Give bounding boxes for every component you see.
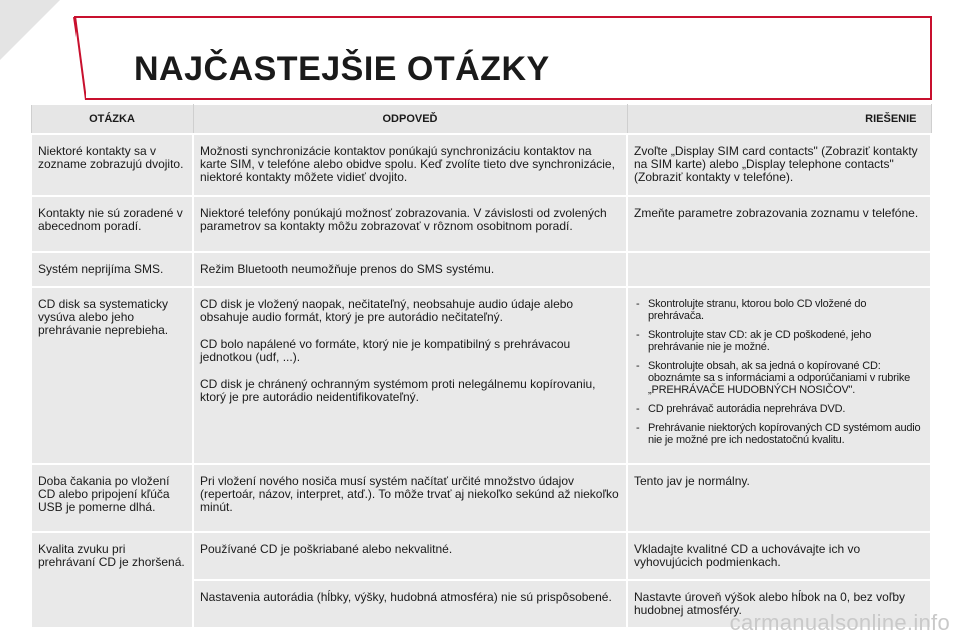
solution-list-item: - Skontrolujte obsah, ak sa jedná o kopírované CD: oboznámte sa s informáciami a odporúčaniami v rubrike „PREHRÁVAČE HUDOBNÝCH NOSIČOV".: [634, 360, 924, 396]
column-header-question: OTÁZKA: [31, 105, 193, 135]
question-cell: Kontakty nie sú zoradené v abecednom poradí.: [31, 196, 193, 252]
answer-paragraph: CD bolo napálené vo formáte, ktorý nie je kompatibilný s prehrávacou jednotkou (udf, ...).: [200, 337, 571, 364]
solution-cell: Zmeňte parametre zobrazovania zoznamu v telefóne.: [627, 196, 931, 252]
question-cell: Doba čakania po vložení CD alebo pripojení kľúča USB je pomerne dlhá.: [31, 464, 193, 532]
answer-cell: Používané CD je poškriabané alebo nekvalitné.: [193, 532, 627, 580]
solution-cell: Zvoľte „Display SIM card contacts" (Zobraziť kontakty na SIM karte) alebo „Display telephone contacts" (Zobraziť kontakty v telefóne).: [627, 134, 931, 196]
answer-paragraph: CD disk je chránený ochranným systémom proti nelegálnemu kopírovaniu, ktorý je pre autorádio neidentifikovateľný.: [200, 377, 596, 404]
page-title: NAJČASTEJŠIE OTÁZKY: [134, 50, 550, 88]
table-row: [31, 532, 931, 580]
question-cell: Systém neprijíma SMS.: [31, 252, 193, 287]
answer-cell: Možnosti synchronizácie kontaktov ponúkajú synchronizáciu kontaktov na karte SIM, v telefóne alebo obidve spolu. Keď zvolíte tieto dve synchronizácie, niektoré kontakty môžete vidieť dvojito.: [193, 134, 627, 196]
column-header-solution: RIEŠENIE: [627, 105, 931, 135]
answer-cell: Režim Bluetooth neumožňuje prenos do SMS systému.: [193, 252, 627, 287]
solution-cell: Tento jav je normálny.: [627, 464, 931, 532]
header-border-bottom: [86, 98, 932, 100]
table-row: [31, 196, 931, 252]
solution-list-item: - Skontrolujte stav CD: ak je CD poškodené, jeho prehrávanie nie je možné.: [634, 329, 924, 353]
table-row: [31, 287, 931, 464]
solution-cell: Nastavte úroveň výšok alebo hĺbok na 0, bez voľby hudobnej atmosféry.: [627, 580, 931, 628]
watermark: carmanualsonline.info: [729, 610, 950, 635]
solution-cell: [627, 252, 931, 287]
table-row: [31, 134, 931, 196]
header-border-top: [74, 16, 932, 18]
solution-list-item: - Skontrolujte stranu, ktorou bolo CD vložené do prehrávača.: [634, 298, 924, 322]
solution-cell: [627, 287, 931, 464]
question-cell: CD disk sa systematicky vysúva alebo jeho prehrávanie neprebieha.: [31, 287, 193, 464]
answer-cell: [193, 287, 627, 464]
answer-cell: Pri vložení nového nosiča musí systém načítať určité množstvo údajov (repertoár, názov, interpret, atď.). To môže trvať aj niekoľko sekúnd až niekoľko minút.: [193, 464, 627, 532]
page-corner-tab: [0, 0, 76, 80]
answer-cell: Nastavenia autorádia (hĺbky, výšky, hudobná atmosféra) nie sú prispôsobené.: [193, 580, 627, 628]
solution-list-item: - Prehrávanie niektorých kopírovaných CD systémom audio nie je možné pre ich nedostatočnú kvalitu.: [634, 422, 924, 446]
solution-cell: Vkladajte kvalitné CD a uchovávajte ich vo vyhovujúcich podmienkach.: [627, 532, 931, 580]
header-border-diagonal: [74, 16, 86, 100]
table-row: [31, 464, 931, 532]
solution-list: [634, 298, 924, 446]
question-cell: Kvalita zvuku pri prehrávaní CD je zhoršená.: [31, 532, 193, 628]
answer-paragraph: CD disk je vložený naopak, nečitateľný, neobsahuje audio údaje alebo obsahuje audio formát, ktorý je pre autorádio nečitateľný.: [200, 297, 574, 324]
answer-cell: Niektoré telefóny ponúkajú možnosť zobrazovania. V závislosti od zvolených parametrov sa kontakty môžu zobrazovať v rôznom osobitnom poradí.: [193, 196, 627, 252]
question-cell: Niektoré kontakty sa v zozname zobrazujú dvojito.: [31, 134, 193, 196]
solution-list-item: - CD prehrávač autorádia neprehráva DVD.: [634, 403, 924, 415]
table-header-row: [31, 105, 931, 135]
table-row: [31, 252, 931, 287]
header-border-right: [930, 16, 932, 100]
column-header-answer: ODPOVEĎ: [193, 105, 627, 135]
faq-table: [30, 104, 932, 629]
